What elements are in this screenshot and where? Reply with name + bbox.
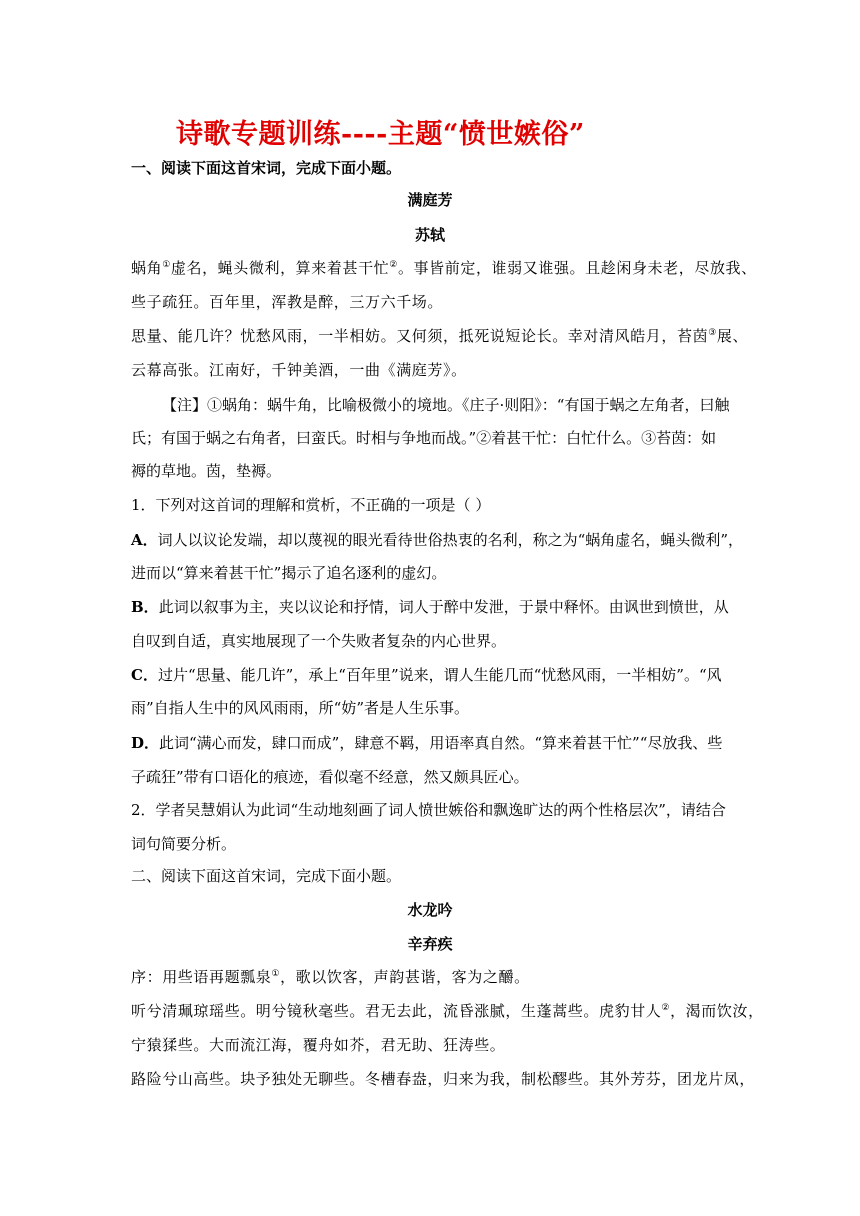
option-d-line-2: 子疏狂”带有口语化的痕迹，看似毫不经意，然又颇具匠心。 [131,768,529,786]
option-c-line-2: 雨”自指人生中的风风雨雨，所“妨”者是人生乐事。 [131,699,470,717]
poem-1-line-2 [131,292,731,312]
option-letter: D． [131,734,160,752]
option-text: 此词“满心而发，肆口而成”，肆意不羁，用语率真自然。“算来着甚干忙”“尽放我、些 [159,734,723,752]
note-line-1: 【注】①蜗角：蜗牛角，比喻极微小的境地。《庄子·则阳》：“有国于蜗之左角者，曰触 [162,396,730,414]
footnote-marker: ① [271,969,281,979]
poem-text: 。事皆前定，谁弱又谁强。且趁闲身未老，尽放我、 [397,259,757,277]
option-d-line-1 [131,733,731,753]
option-letter: C． [131,666,158,684]
footnote-marker: ② [389,260,398,270]
poem-text: 虚名，蝇头微利，算来着甚干忙 [170,259,390,277]
option-b-line-2: 自叹到自适，真实地展现了一个失败者复杂的内心世界。 [131,632,507,650]
note-line-3: 褥的草地。茵，垫褥。 [131,462,282,480]
poem-2-line-1 [131,1001,764,1021]
poem-text: 路险兮山高些。块予独处无聊些。冬槽春盎，归来为我，制松醪些。其外芳芬，团龙片凤， [131,1070,756,1088]
poem-2-preface [131,967,731,987]
section-2-heading: 二、阅读下面这首宋词，完成下面小题。 [131,867,402,885]
option-letter: A． [131,531,158,549]
footnote-marker: ② [661,1003,671,1013]
footnote-marker: ① [162,260,171,270]
poem-1-author: 苏轼 [414,226,445,244]
option-letter: B． [131,598,159,616]
question-1: 1．下列对这首词的理解和赏析，不正确的一项是（ ） [131,496,491,514]
footnote-marker: ③ [708,328,717,338]
poem-2-line-2 [131,1035,731,1055]
poem-1-title: 满庭芳 [407,191,453,209]
poem-2-title: 水龙吟 [407,901,453,919]
poem-text: 些子疏狂。百年里，浑教是醉，三万六千场。 [131,293,444,311]
poem-1-line-4 [131,360,731,380]
poem-text: 序：用些语再题瓢泉 [131,968,272,986]
option-text: 此词以叙事为主，夹以议论和抒情，词人于醉中发泄，于景中释怀。由讽世到愤世，从 [158,598,729,616]
poem-text: 展、 [716,327,749,345]
section-1-heading: 一、阅读下面这首宋词，完成下面小题。 [131,159,402,177]
poem-text: 蜗角 [131,259,163,277]
poem-1-line-3 [131,326,749,346]
option-text: 过片“思量、能几许”，承上“百年里”说来，谓人生能几而“忧愁风雨，一半相妨”。“风 [157,666,722,684]
poem-text: 宁猿猱些。大而流江海，覆舟如芥，君无助、狂涛些。 [131,1036,506,1054]
poem-2-author: 辛弃疾 [407,935,453,953]
poem-text: 云幕高张。江南好，千钟美酒，一曲《满庭芳》。 [131,361,467,379]
poem-text: ，渴而饮汝， [670,1002,764,1020]
option-text: 词人以议论发端，却以蔑视的眼光看待世俗热衷的名利，称之为“蜗角虚名，蝇头微利”， [157,531,743,549]
poem-text: ，歌以饮客，声韵甚谐，客为之釂。 [280,968,530,986]
poem-text: 思量、能几许？忧愁风雨，一半相妨。又何须，抵死说短论长。幸对清风皓月，苔茵 [131,327,709,345]
poem-text: 听兮清珮琼瑶些。明兮镜秋毫些。君无去此，流昏涨腻，生蓬蒿些。虎豹甘人 [131,1002,662,1020]
option-a-line-2: 进而以“算来着甚干忙”揭示了追名逐利的虚幻。 [131,564,447,582]
question-2-line-1: 2．学者吴慧娟认为此词“生动地刻画了词人愤世嫉俗和飘逸旷达的两个性格层次”，请结合 [131,801,726,819]
poem-2-line-3 [131,1069,756,1089]
note-line-2: 氏；有国于蜗之右角者，曰蛮氏。时相与争地而战。”②着甚干忙：白忙什么。③苔茵：如 [131,429,717,447]
option-a-line-1 [131,530,743,550]
option-b-line-1 [131,597,731,617]
question-2-line-2: 词句简要分析。 [131,835,237,853]
poem-1-line-1 [131,258,757,278]
page-title: 诗歌专题训练----主题“愤世嫉俗” [176,119,585,150]
option-c-line-1 [131,665,731,685]
